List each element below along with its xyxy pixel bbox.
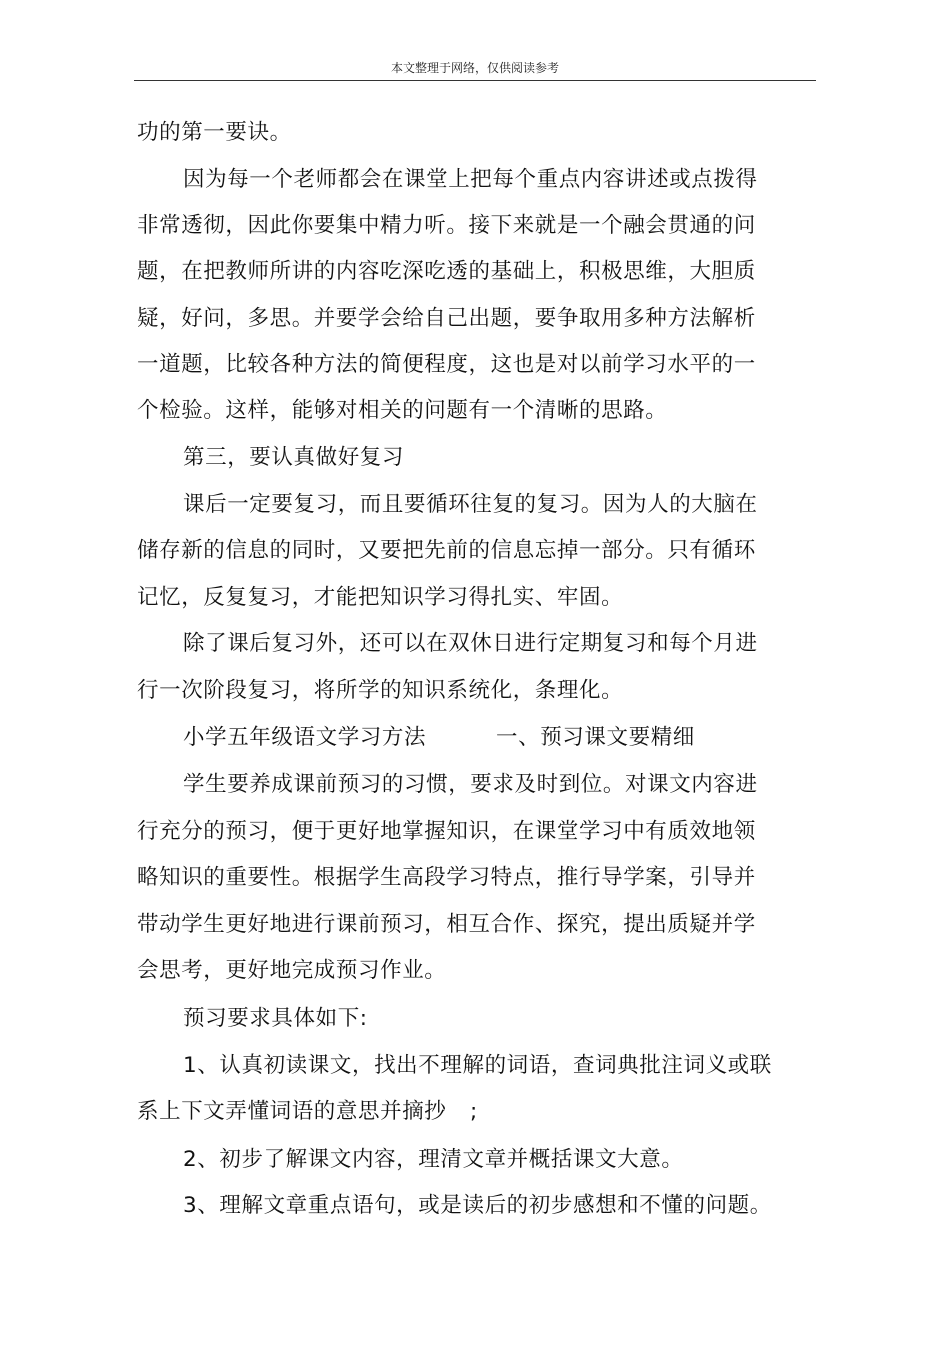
text-line: 记忆，反复复习，才能把知识学习得扎实、牢固。 [137,585,624,610]
semicolon: ; [470,1099,478,1124]
text-line: 会思考，更好地完成预习作业。 [137,958,447,983]
text-line: 疑，好问，多思。并要学会给自己出题，要争取用多种方法解析 [137,306,756,331]
text-line: 除了课后复习外，还可以在双休日进行定期复习和每个月进 [183,631,758,656]
list-item: 2、初步了解课文内容，理清文章并概括课文大意。 [183,1147,684,1172]
text-line: 非常透彻，因此你要集中精力听。接下来就是一个融会贯通的问 [137,213,756,238]
list-item: 1、认真初读课文，找出不理解的词语，查词典批注词义或联 [183,1053,772,1078]
text-line: 带动学生更好地进行课前预习，相互合作、探究，提出质疑并学 [137,912,756,937]
text-line: 个检验。这样，能够对相关的问题有一个清晰的思路。 [137,398,668,423]
text-line: 预习要求具体如下: [183,1006,368,1031]
list-item-continuation: 系上下文弄懂词语的意思并摘抄 [137,1099,447,1124]
section-heading: 第三，要认真做好复习 [183,445,405,470]
section-title: 小学五年级语文学习方法 [183,725,427,750]
page-header: 本文整理于网络，仅供阅读参考 [134,58,816,81]
text-line: 学生要养成课前预习的习惯，要求及时到位。对课文内容进 [183,772,758,797]
text-line: 储存新的信息的同时，又要把先前的信息忘掉一部分。只有循环 [137,538,756,563]
text-line: 一道题，比较各种方法的简便程度，这也是对以前学习水平的一 [137,352,756,377]
section-heading: 一、预习课文要精细 [496,725,695,750]
text-line: 功的第一要诀。 [137,120,292,145]
text-line: 课后一定要复习，而且要循环往复的复习。因为人的大脑在 [183,492,758,517]
text-line: 题，在把教师所讲的内容吃深吃透的基础上，积极思维，大胆质 [137,259,756,284]
text-line: 因为每一个老师都会在课堂上把每个重点内容讲述或点拨得 [183,167,758,192]
list-item: 3、理解文章重点语句，或是读后的初步感想和不懂的问题。 [183,1193,772,1218]
text-line: 行充分的预习，便于更好地掌握知识，在课堂学习中有质效地领 [137,819,756,844]
text-line: 行一次阶段复习，将所学的知识系统化，条理化。 [137,678,624,703]
text-line: 略知识的重要性。根据学生高段学习特点，推行导学案，引导并 [137,865,756,890]
